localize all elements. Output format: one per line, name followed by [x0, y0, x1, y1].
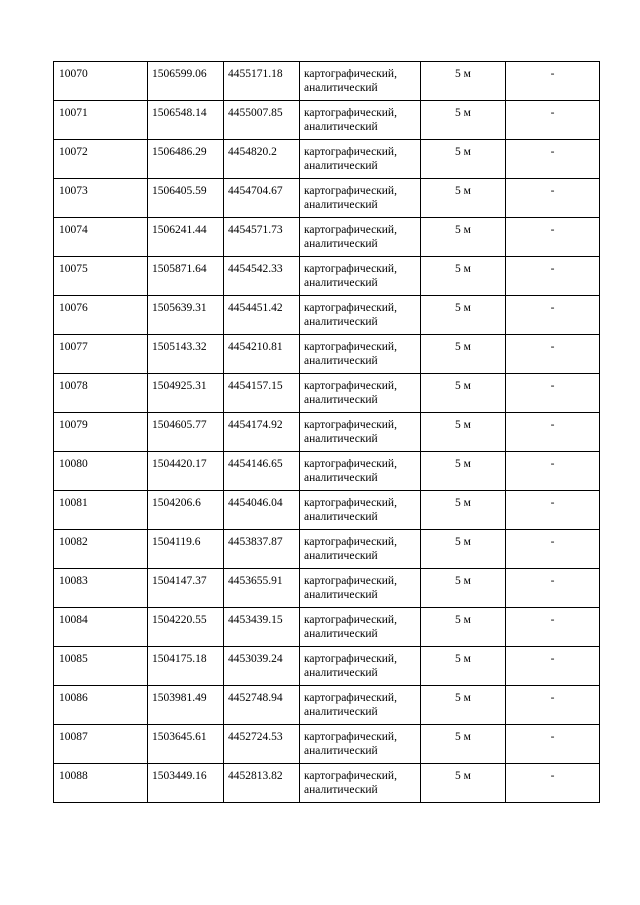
note-cell: -: [506, 374, 600, 413]
y-coordinate-cell: 4454210.81: [224, 335, 300, 374]
table-row: [54, 530, 600, 569]
method-cell: картографический, аналитический: [300, 140, 421, 179]
accuracy-cell: 5 м: [421, 725, 506, 764]
accuracy-cell: 5 м: [421, 140, 506, 179]
table-row: [54, 335, 600, 374]
y-coordinate-cell: 4454542.33: [224, 257, 300, 296]
table-row: [54, 764, 600, 803]
accuracy-cell: 5 м: [421, 413, 506, 452]
point-number-cell: 10075: [54, 257, 148, 296]
accuracy-cell: 5 м: [421, 62, 506, 101]
method-cell: картографический, аналитический: [300, 530, 421, 569]
table-row: [54, 374, 600, 413]
x-coordinate-cell: 1504119.6: [148, 530, 224, 569]
y-coordinate-cell: 4454157.15: [224, 374, 300, 413]
x-coordinate-cell: 1506241.44: [148, 218, 224, 257]
point-number-cell: 10084: [54, 608, 148, 647]
table-row: [54, 101, 600, 140]
y-coordinate-cell: 4455171.18: [224, 62, 300, 101]
x-coordinate-cell: 1504147.37: [148, 569, 224, 608]
y-coordinate-cell: 4454820.2: [224, 140, 300, 179]
y-coordinate-cell: 4452813.82: [224, 764, 300, 803]
y-coordinate-cell: 4452748.94: [224, 686, 300, 725]
method-cell: картографический, аналитический: [300, 647, 421, 686]
method-cell: картографический, аналитический: [300, 296, 421, 335]
point-number-cell: 10078: [54, 374, 148, 413]
note-cell: -: [506, 608, 600, 647]
x-coordinate-cell: 1504420.17: [148, 452, 224, 491]
point-number-cell: 10080: [54, 452, 148, 491]
table-row: [54, 452, 600, 491]
y-coordinate-cell: 4453655.91: [224, 569, 300, 608]
y-coordinate-cell: 4455007.85: [224, 101, 300, 140]
y-coordinate-cell: 4454046.04: [224, 491, 300, 530]
method-cell: картографический, аналитический: [300, 62, 421, 101]
x-coordinate-cell: 1505639.31: [148, 296, 224, 335]
note-cell: -: [506, 686, 600, 725]
x-coordinate-cell: 1506405.59: [148, 179, 224, 218]
note-cell: -: [506, 101, 600, 140]
accuracy-cell: 5 м: [421, 374, 506, 413]
table-row: [54, 296, 600, 335]
note-cell: -: [506, 530, 600, 569]
x-coordinate-cell: 1504206.6: [148, 491, 224, 530]
y-coordinate-cell: 4453439.15: [224, 608, 300, 647]
x-coordinate-cell: 1506548.14: [148, 101, 224, 140]
accuracy-cell: 5 м: [421, 101, 506, 140]
point-number-cell: 10087: [54, 725, 148, 764]
table-row: [54, 62, 600, 101]
table-row: [54, 491, 600, 530]
table-row: [54, 725, 600, 764]
x-coordinate-cell: 1506599.06: [148, 62, 224, 101]
accuracy-cell: 5 м: [421, 452, 506, 491]
point-number-cell: 10071: [54, 101, 148, 140]
method-cell: картографический, аналитический: [300, 725, 421, 764]
note-cell: -: [506, 179, 600, 218]
method-cell: картографический, аналитический: [300, 335, 421, 374]
table-row: [54, 608, 600, 647]
note-cell: -: [506, 218, 600, 257]
method-cell: картографический, аналитический: [300, 257, 421, 296]
x-coordinate-cell: 1503449.16: [148, 764, 224, 803]
note-cell: -: [506, 296, 600, 335]
y-coordinate-cell: 4454571.73: [224, 218, 300, 257]
accuracy-cell: 5 м: [421, 569, 506, 608]
table-row: [54, 413, 600, 452]
table-row: [54, 257, 600, 296]
point-number-cell: 10086: [54, 686, 148, 725]
note-cell: -: [506, 491, 600, 530]
point-number-cell: 10083: [54, 569, 148, 608]
x-coordinate-cell: 1505143.32: [148, 335, 224, 374]
y-coordinate-cell: 4452724.53: [224, 725, 300, 764]
y-coordinate-cell: 4453837.87: [224, 530, 300, 569]
y-coordinate-cell: 4453039.24: [224, 647, 300, 686]
x-coordinate-cell: 1503645.61: [148, 725, 224, 764]
accuracy-cell: 5 м: [421, 608, 506, 647]
coordinates-table: [53, 61, 600, 803]
point-number-cell: 10070: [54, 62, 148, 101]
note-cell: -: [506, 140, 600, 179]
table-row: [54, 569, 600, 608]
x-coordinate-cell: 1504925.31: [148, 374, 224, 413]
accuracy-cell: 5 м: [421, 491, 506, 530]
method-cell: картографический, аналитический: [300, 101, 421, 140]
point-number-cell: 10081: [54, 491, 148, 530]
x-coordinate-cell: 1506486.29: [148, 140, 224, 179]
note-cell: -: [506, 257, 600, 296]
x-coordinate-cell: 1504175.18: [148, 647, 224, 686]
accuracy-cell: 5 м: [421, 764, 506, 803]
note-cell: -: [506, 647, 600, 686]
coordinates-table-body: [54, 62, 600, 803]
x-coordinate-cell: 1503981.49: [148, 686, 224, 725]
point-number-cell: 10082: [54, 530, 148, 569]
x-coordinate-cell: 1504605.77: [148, 413, 224, 452]
table-row: [54, 218, 600, 257]
y-coordinate-cell: 4454174.92: [224, 413, 300, 452]
method-cell: картографический, аналитический: [300, 764, 421, 803]
accuracy-cell: 5 м: [421, 179, 506, 218]
note-cell: -: [506, 569, 600, 608]
method-cell: картографический, аналитический: [300, 452, 421, 491]
method-cell: картографический, аналитический: [300, 608, 421, 647]
table-row: [54, 179, 600, 218]
accuracy-cell: 5 м: [421, 530, 506, 569]
table-row: [54, 140, 600, 179]
accuracy-cell: 5 м: [421, 647, 506, 686]
note-cell: -: [506, 62, 600, 101]
point-number-cell: 10085: [54, 647, 148, 686]
point-number-cell: 10077: [54, 335, 148, 374]
x-coordinate-cell: 1504220.55: [148, 608, 224, 647]
point-number-cell: 10072: [54, 140, 148, 179]
point-number-cell: 10073: [54, 179, 148, 218]
y-coordinate-cell: 4454146.65: [224, 452, 300, 491]
point-number-cell: 10074: [54, 218, 148, 257]
method-cell: картографический, аналитический: [300, 569, 421, 608]
method-cell: картографический, аналитический: [300, 374, 421, 413]
note-cell: -: [506, 764, 600, 803]
point-number-cell: 10079: [54, 413, 148, 452]
method-cell: картографический, аналитический: [300, 686, 421, 725]
accuracy-cell: 5 м: [421, 686, 506, 725]
note-cell: -: [506, 725, 600, 764]
x-coordinate-cell: 1505871.64: [148, 257, 224, 296]
table-row: [54, 686, 600, 725]
accuracy-cell: 5 м: [421, 257, 506, 296]
y-coordinate-cell: 4454451.42: [224, 296, 300, 335]
y-coordinate-cell: 4454704.67: [224, 179, 300, 218]
point-number-cell: 10088: [54, 764, 148, 803]
method-cell: картографический, аналитический: [300, 491, 421, 530]
method-cell: картографический, аналитический: [300, 218, 421, 257]
note-cell: -: [506, 413, 600, 452]
method-cell: картографический, аналитический: [300, 179, 421, 218]
point-number-cell: 10076: [54, 296, 148, 335]
document-page: [53, 61, 599, 803]
method-cell: картографический, аналитический: [300, 413, 421, 452]
note-cell: -: [506, 335, 600, 374]
accuracy-cell: 5 м: [421, 296, 506, 335]
accuracy-cell: 5 м: [421, 335, 506, 374]
note-cell: -: [506, 452, 600, 491]
accuracy-cell: 5 м: [421, 218, 506, 257]
table-row: [54, 647, 600, 686]
